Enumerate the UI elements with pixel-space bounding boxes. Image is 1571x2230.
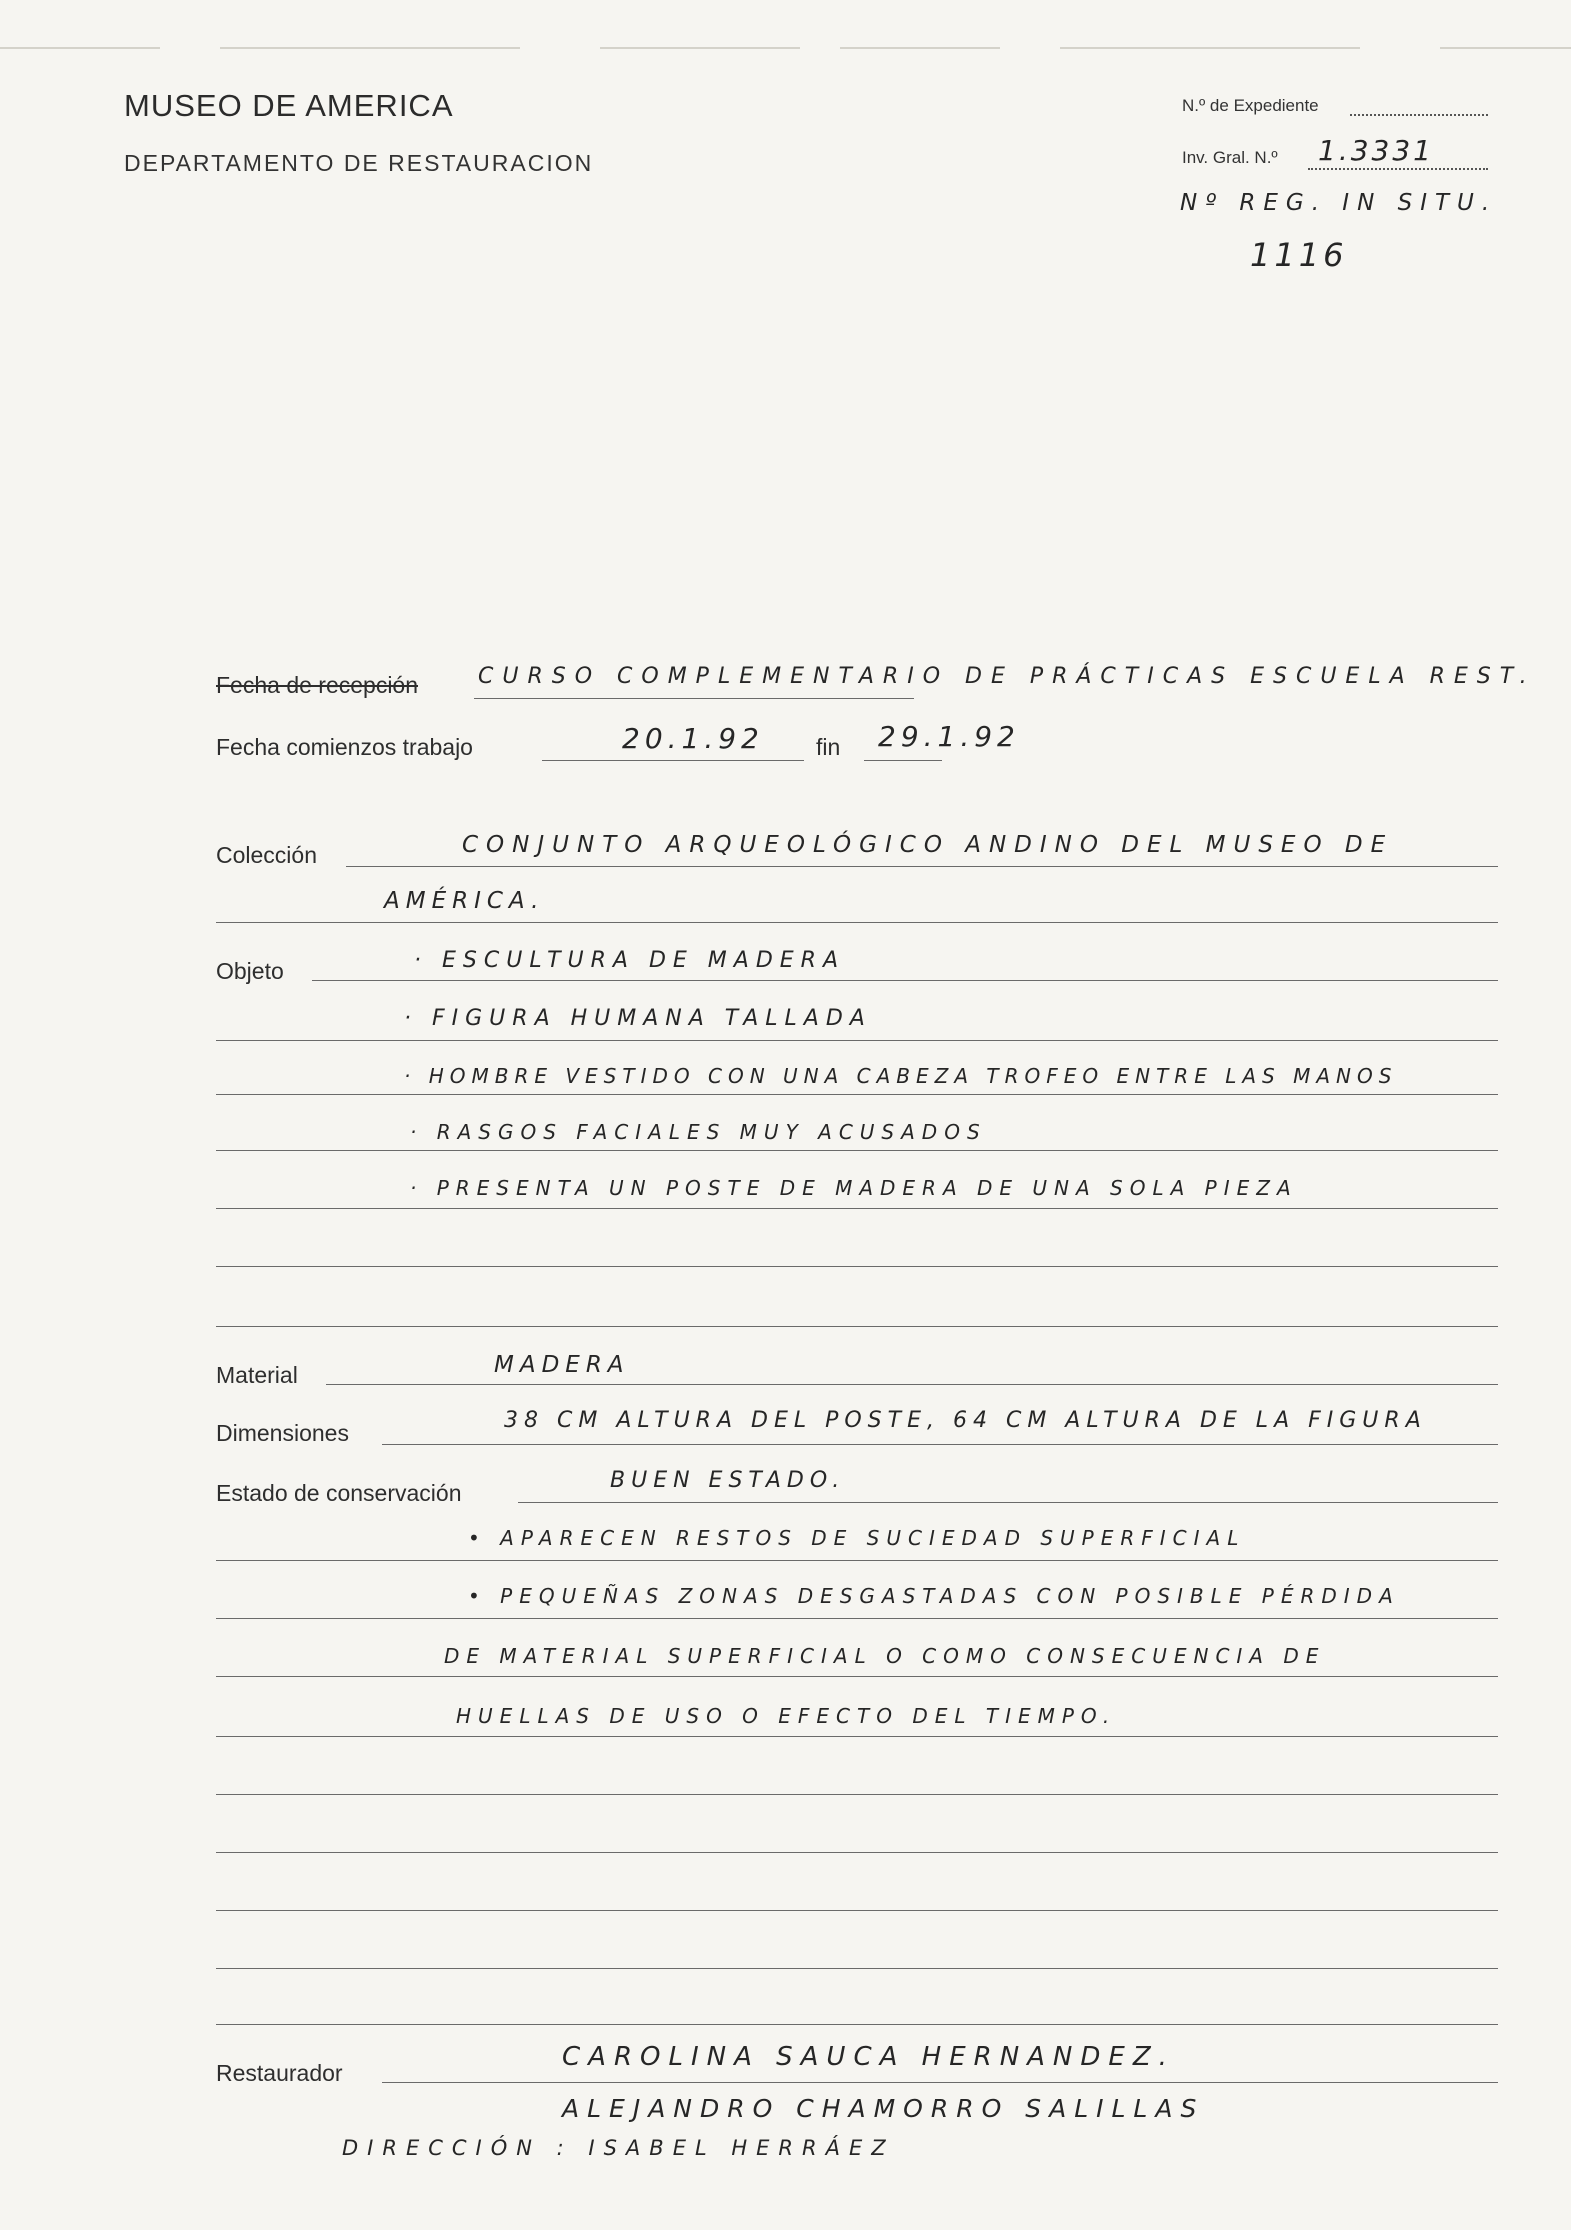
registro-note: Nº REG. IN SITU.	[1180, 190, 1498, 216]
estado-line-1: • APARECEN RESTOS DE SUCIEDAD SUPERFICIAL	[468, 1526, 1246, 1550]
museum-title: MUSEO DE AMERICA	[124, 88, 454, 123]
coleccion-label: Colección	[216, 842, 317, 868]
comienzo-rule	[542, 760, 804, 761]
material-rule	[326, 1384, 1498, 1385]
dimensiones-rule	[382, 1444, 1498, 1445]
coleccion-rule-2	[216, 922, 1498, 923]
estado-rule-1	[518, 1502, 1498, 1503]
registro-number: 1116	[1250, 236, 1348, 274]
coleccion-line-2: AMÉRICA.	[384, 888, 545, 914]
restaurador-line-1: CAROLINA SAUCA HERNANDEZ.	[562, 2042, 1175, 2072]
fin-label: fin	[816, 734, 841, 760]
dimensiones-label: Dimensiones	[216, 1420, 349, 1446]
estado-rule-10	[216, 2024, 1498, 2025]
estado-rule-9	[216, 1968, 1498, 1969]
expediente-label: N.º de Expediente	[1182, 96, 1319, 115]
objeto-line-4: · RASGOS FACIALES MUY ACUSADOS	[410, 1120, 987, 1144]
comienzo-label: Fecha comienzos trabajo	[216, 734, 473, 760]
recepcion-rule	[474, 698, 914, 699]
estado-line-2: • PEQUEÑAS ZONAS DESGASTADAS CON POSIBLE PÉRDIDA	[468, 1584, 1400, 1608]
estado-rule-5	[216, 1736, 1498, 1737]
estado-label: Estado de conservación	[216, 1480, 462, 1506]
estado-rule-4	[216, 1676, 1498, 1677]
estado-rule-6	[216, 1794, 1498, 1795]
objeto-rule-2	[216, 1040, 1498, 1041]
objeto-rule-6	[216, 1266, 1498, 1267]
estado-rule-7	[216, 1852, 1498, 1853]
objeto-rule-3	[216, 1094, 1498, 1095]
material-label: Material	[216, 1362, 298, 1388]
objeto-label: Objeto	[216, 958, 284, 984]
objeto-rule-4	[216, 1150, 1498, 1151]
coleccion-rule-1	[346, 866, 1498, 867]
objeto-line-5: · PRESENTA UN POSTE DE MADERA DE UNA SOLA PIEZA	[410, 1176, 1298, 1200]
restaurador-label: Restaurador	[216, 2060, 343, 2086]
estado-rule-3	[216, 1618, 1498, 1619]
estado-value: BUEN ESTADO.	[610, 1468, 846, 1493]
material-value: MADERA	[494, 1352, 630, 1378]
restaurador-line-2: ALEJANDRO CHAMORRO SALILLAS	[562, 2094, 1205, 2123]
objeto-rule-5	[216, 1208, 1498, 1209]
recepcion-value: CURSO COMPLEMENTARIO DE PRÁCTICAS ESCUELA REST.	[478, 664, 1536, 689]
dimensiones-value: 38 CM ALTURA DEL POSTE, 64 CM ALTURA DE LA FIGURA	[504, 1408, 1427, 1433]
coleccion-line-1: CONJUNTO ARQUEOLÓGICO ANDINO DEL MUSEO DE	[462, 832, 1394, 858]
expediente-dotted-line	[1350, 114, 1488, 116]
inv-dotted-line	[1308, 168, 1488, 170]
direccion-line: DIRECCIÓN : ISABEL HERRÁEZ	[342, 2136, 895, 2160]
top-edge-marks	[0, 46, 1571, 50]
estado-rule-2	[216, 1560, 1498, 1561]
fin-value: 29.1.92	[878, 720, 1020, 753]
restaurador-rule	[382, 2082, 1498, 2083]
objeto-rule-7	[216, 1326, 1498, 1327]
fin-rule	[864, 760, 942, 761]
inv-label: Inv. Gral. N.º	[1182, 148, 1278, 167]
recepcion-label: Fecha de recepción	[216, 672, 419, 698]
objeto-line-1: · ESCULTURA DE MADERA	[414, 948, 845, 973]
objeto-line-3: · HOMBRE VESTIDO CON UNA CABEZA TROFEO ENTRE LAS MANOS	[404, 1064, 1398, 1088]
estado-line-4: HUELLAS DE USO O EFECTO DEL TIEMPO.	[456, 1704, 1117, 1728]
estado-rule-8	[216, 1910, 1498, 1911]
estado-line-3: DE MATERIAL SUPERFICIAL O COMO CONSECUENCIA DE	[444, 1644, 1326, 1668]
objeto-rule-1	[312, 980, 1498, 981]
inv-value: 1.3331	[1318, 134, 1434, 167]
comienzo-value: 20.1.92	[622, 722, 764, 755]
objeto-line-2: · FIGURA HUMANA TALLADA	[404, 1006, 872, 1031]
department-subtitle: DEPARTAMENTO DE RESTAURACION	[124, 150, 594, 176]
